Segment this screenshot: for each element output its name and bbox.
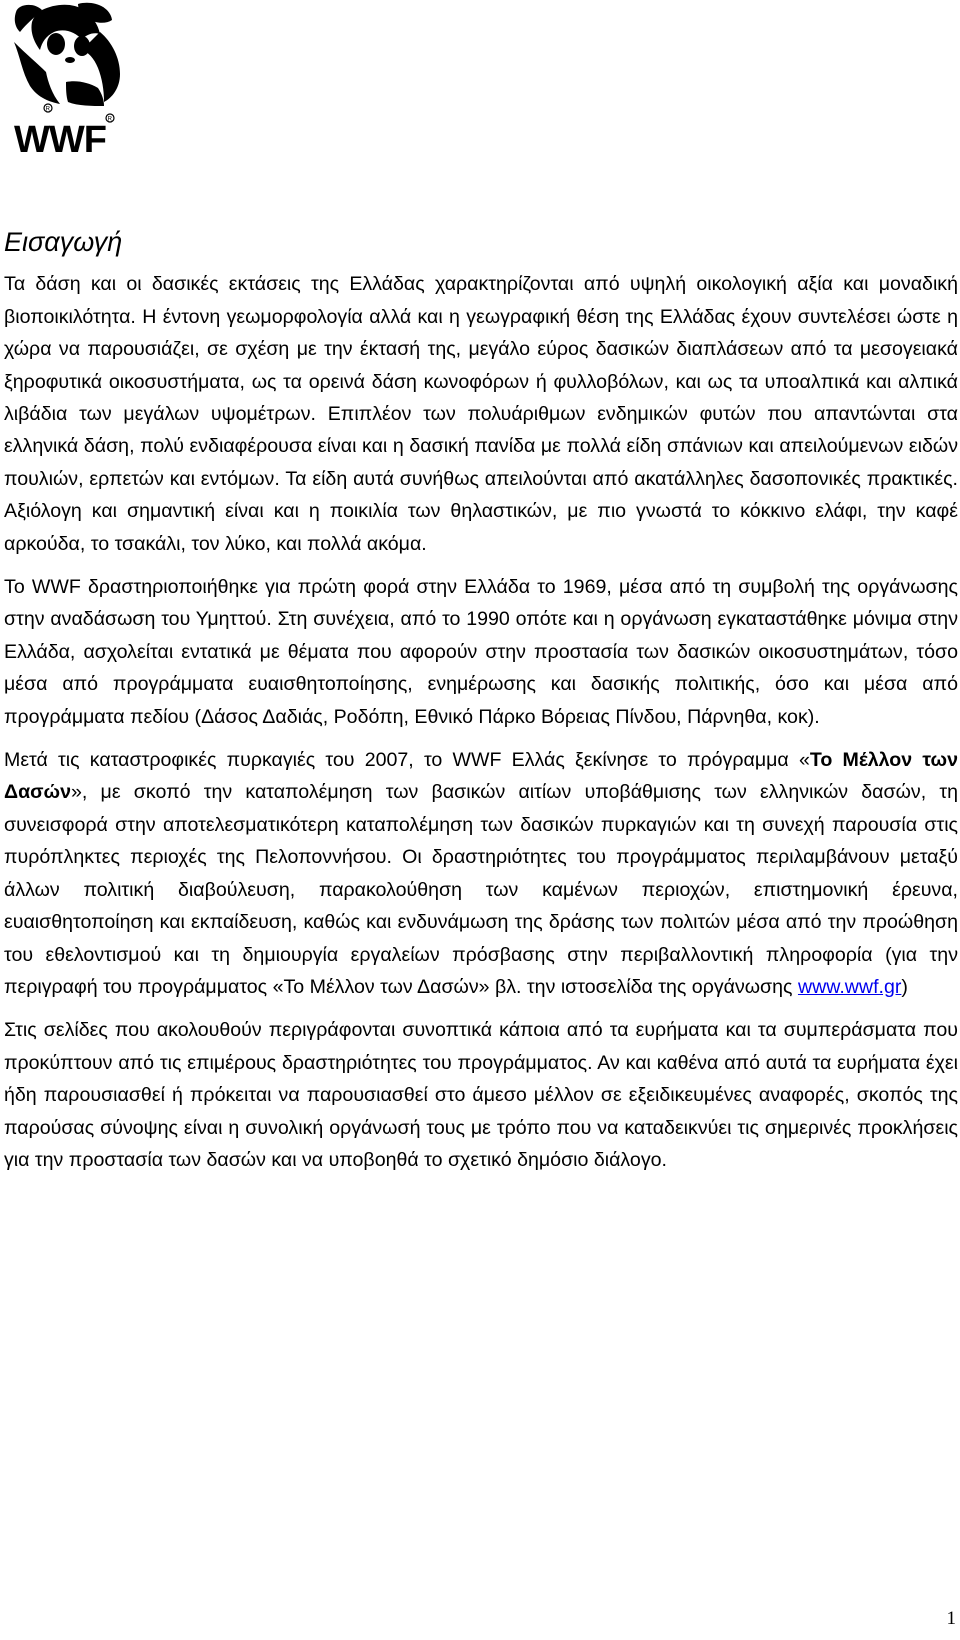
- document-body: [0, 226, 960, 1187]
- panda-icon: [12, 2, 122, 158]
- wwf-wordmark: WWF: [14, 119, 106, 158]
- program-text-close: ): [901, 975, 908, 998]
- section-heading: Εισαγωγή: [4, 227, 123, 257]
- paragraph-summary: Στις σελίδες που ακολουθούν περιγράφονται συνοπτικά κάποια από τα ευρήματα και τα συμπεράσματα που προκύπτουν από τις επιμέρους δραστηριότητες του προγράμματος. Αν και καθένα από αυτά τα ευρήματα έχει ήδη παρουσιασθεί ή πρόκειται να παρουσιασθεί στο άμεσο μέλλον σε εξειδικευμένες αναφορές, σκοπός της παρούσας σύνοψης είναι η συνολική οργάνωσή τους με τρόπο που να καταδεικνύει τις σημερινές προκλήσεις για την προστασία των δασών και να υποβοηθά το σχετικό δημόσιο διάλογο.: [4, 1019, 958, 1171]
- svg-text:R: R: [45, 106, 50, 113]
- program-text-intro: Μετά τις καταστροφικές πυρκαγιές του 2007, το WWF Ελλάς ξεκίνησε το πρόγραμμα «: [4, 749, 810, 772]
- svg-text:R: R: [107, 116, 112, 123]
- program-text-body: », με σκοπό την καταπολέμηση των βασικών αιτίων υποβάθμισης των ελληνικών δασών, τη συνεισφορά στην αποτελεσματικότερη καταπολέμηση των δασικών πυρκαγιών και τη συνεχή παρουσία στις πυρόπληκτες περιοχές της Πελοποννήσου. Οι δραστηριότητες του προγράμματος περιλαμβάνουν μεταξύ άλλων πολιτική διαβούλευση, παρακολούθηση των καμένων περιοχών, επιστημονική έρευνα, ευαισθητοποίηση και εκπαίδευση, καθώς και ενδυνάμωση της δράσης των πολιτών μέσα από την προώθηση του εθελοντισμού και τη δημιουργία εργαλείων πρόσβασης στην περιβαλλοντική πληροφορία (για την περιγραφή του προγράμματος «Το Μέλλον των Δασών» βλ. την ιστοσελίδα της οργάνωσης: [4, 781, 958, 998]
- wwf-panda-logo: [12, 2, 122, 158]
- paragraph-program: [4, 744, 958, 1003]
- wwf-website-link[interactable]: www.wwf.gr: [797, 975, 902, 998]
- paragraph-wwf-history: Το WWF δραστηριοποιήθηκε για πρώτη φορά στην Ελλάδα το 1969, μέσα από τη συμβολή της οργάνωσης στην αναδάσωση του Υμηττού. Στη συνέχεια, από το 1990 οπότε και η οργάνωση εγκαταστάθηκε μόνιμα στην Ελλάδα, ασχολείται εντατικά με θέματα που αφορούν στην προστασία των δασικών οικοσυστημάτων, τόσο μέσα από προγράμματα ευαισθητοποίησης, ενημέρωσης και δασικής πολιτικής, όσο και μέσα από προγράμματα πεδίου (Δάσος Δαδιάς, Ροδόπη, Εθνικό Πάρκο Βόρειας Πίνδου, Πάρνηθα, κοκ).: [4, 576, 958, 728]
- page-number: 1: [946, 1608, 956, 1629]
- paragraph-forests: Τα δάση και οι δασικές εκτάσεις της Ελλάδας χαρακτηρίζονται από υψηλή οικολογική αξία και μοναδική βιοποικιλότητα. Η έντονη γεωμορφολογία αλλά και η γεωγραφική θέση της Ελλάδας έχουν συντελέσει ώστε η χώρα να παρουσιάζει, σε σχέση με την έκτασή της, μεγάλο εύρος δασικών διαπλάσεων από τα μεσογειακά ξηροφυτικά οικοσυστήματα, ως τα ορεινά δάση κωνοφόρων ή φυλλοβόλων, και ως τα υποαλπικά και αλπικά λιβάδια των μεγάλων υψομέτρων. Επιπλέον των πολυάριθμων ενδημικών φυτών που απαντώνται στα ελληνικά δάση, πολύ ενδιαφέρουσα είναι και η δασική πανίδα με πολλά είδη σπάνιων και απειλούμενων ειδών πουλιών, ερπετών και εντόμων. Τα είδη αυτά συνήθως απειλούνται από ακατάλληλες δασοπονικές πρακτικές. Αξιόλογη και σημαντική είναι και η ποικιλία των θηλαστικών, με πιο γνωστά το κόκκινο ελάφι, την καφέ αρκούδα, το τσακάλι, τον λύκο, και πολλά ακόμα.: [4, 273, 958, 555]
- program-title: Το Μέλλον των Δασών: [4, 749, 958, 804]
